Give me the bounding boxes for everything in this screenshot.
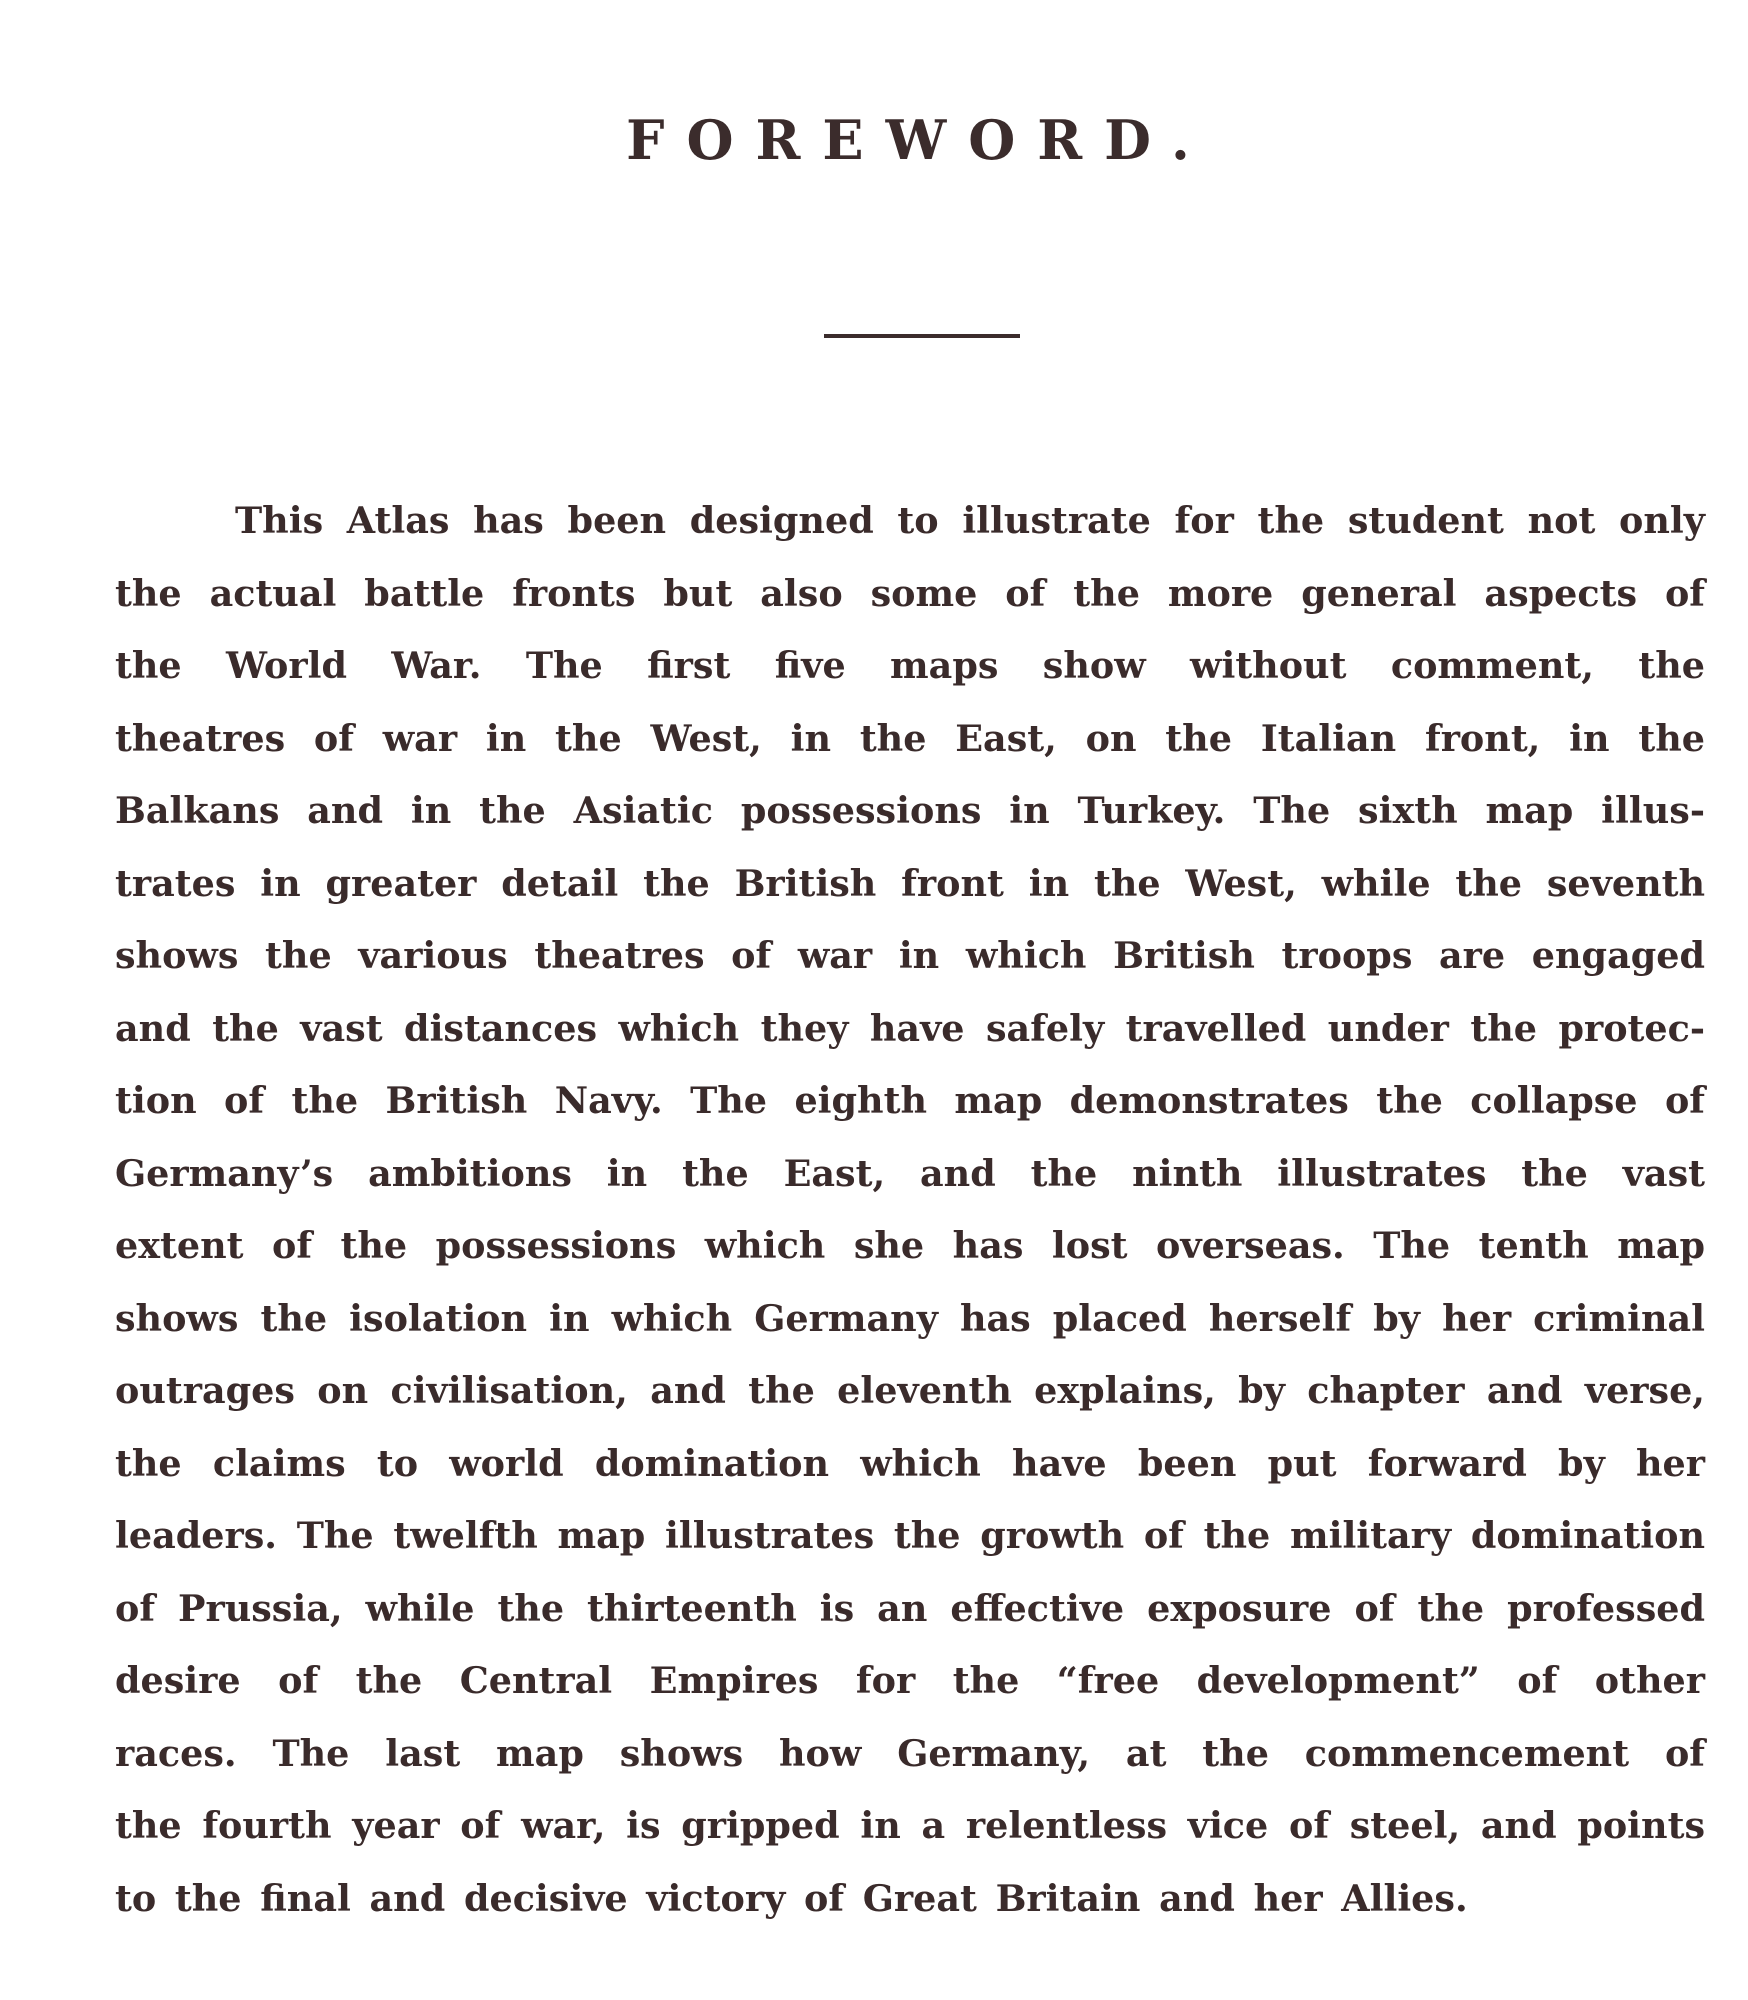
paragraph-line: Balkans and in the Asiatic possessions in Turkey. The sixth map illus-: [115, 789, 1705, 832]
paragraph-line: shows the various theatres of war in which British troops are engaged: [115, 934, 1705, 977]
paragraph-line: extent of the possessions which she has lost overseas. The tenth map: [115, 1224, 1705, 1267]
foreword-paragraph: [115, 485, 1705, 1935]
paragraph-line: the fourth year of war, is gripped in a relentless vice of steel, and points: [115, 1804, 1705, 1847]
paragraph-line: This Atlas has been designed to illustrate for the student not only: [235, 499, 1705, 542]
paragraph-line: shows the isolation in which Germany has placed herself by her criminal: [115, 1296, 1705, 1340]
paragraph-line: the claims to world domination which have been put forward by her: [115, 1441, 1705, 1485]
paragraph-line: outrages on civilisation, and the eleventh explains, by chapter and verse,: [115, 1369, 1705, 1412]
paragraph-line: trates in greater detail the British front in the West, while the seventh: [115, 861, 1705, 905]
title-divider: [824, 334, 1020, 338]
paragraph-line: the actual battle fronts but also some of the more general aspects of: [115, 571, 1705, 615]
paragraph-line: the World War. The first five maps show without comment, the: [115, 644, 1705, 687]
paragraph-line: races. The last map shows how Germany, at the commencement of: [115, 1731, 1705, 1775]
paragraph-line: desire of the Central Empires for the “free development” of other: [115, 1659, 1705, 1702]
paragraph-line: and the vast distances which they have safely travelled under the protec-: [115, 1006, 1705, 1050]
paragraph-line: leaders. The twelfth map illustrates the growth of the military domination: [115, 1514, 1705, 1557]
paragraph-line: to the final and decisive victory of Great Britain and her Allies.: [115, 1876, 1468, 1920]
paragraph-line: Germany’s ambitions in the East, and the ninth illustrates the vast: [115, 1151, 1705, 1195]
paragraph-line: tion of the British Navy. The eighth map demonstrates the collapse of: [115, 1079, 1705, 1122]
paragraph-line: of Prussia, while the thirteenth is an effective exposure of the professed: [115, 1586, 1705, 1630]
page-title: FOREWORD.: [626, 108, 1212, 172]
paragraph-line: theatres of war in the West, in the East, on the Italian front, in the: [115, 716, 1705, 760]
